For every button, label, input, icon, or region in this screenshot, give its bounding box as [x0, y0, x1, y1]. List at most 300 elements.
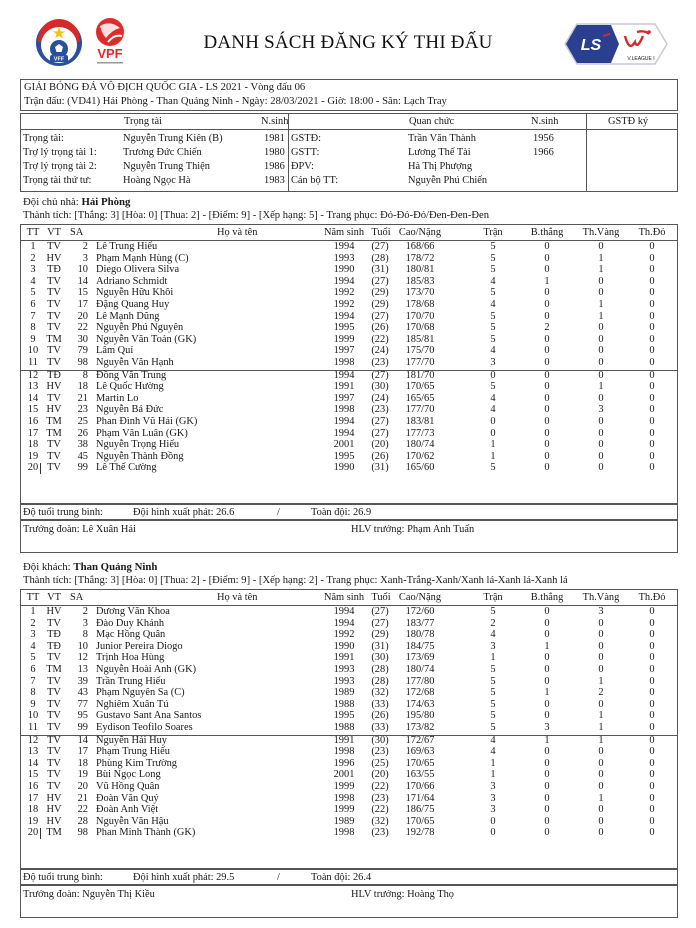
table-header: TT VT SA Họ và tên Năm sinh Tuổi Cao/Nặng Trận B.thắng Th.Vàng Th.Đỏ	[21, 225, 677, 241]
goals: 0	[544, 462, 550, 474]
red-cards: 0	[649, 427, 655, 439]
away-staff-box	[20, 885, 678, 918]
player-position: TM	[46, 416, 62, 427]
player-number: 20	[27, 462, 39, 474]
player-number: 10	[27, 710, 39, 722]
birth-year: 1994	[333, 427, 355, 439]
age: (30)	[371, 652, 389, 664]
player-position: TM	[46, 333, 62, 345]
age: (27)	[371, 606, 389, 617]
matches: 0	[490, 369, 496, 381]
player-number: 4	[30, 640, 36, 652]
shirt-number: 20	[77, 310, 88, 322]
age: (27)	[371, 275, 389, 287]
shirt-number: 98	[77, 357, 88, 368]
red-cards: 0	[649, 357, 655, 368]
table-row	[21, 417, 677, 429]
age: (33)	[371, 722, 389, 733]
height-weight: 177/80	[405, 675, 435, 687]
shirt-number: 17	[77, 299, 88, 310]
player-position: TM	[46, 427, 62, 439]
player-name: Nguyễn Phú Nguyên	[96, 322, 184, 334]
birth-year: 1993	[333, 252, 355, 264]
player-name: Lê Mạnh Dũng	[96, 310, 160, 322]
yellow-cards: 2	[598, 687, 604, 699]
shirt-number: 99	[77, 722, 88, 733]
birth-year: 1999	[333, 333, 355, 345]
player-position: TĐ	[47, 629, 61, 641]
birth-year: 1994	[333, 416, 355, 427]
yellow-cards: 0	[598, 333, 604, 345]
player-name: Adriano Schmidt	[96, 275, 168, 287]
goals: 0	[544, 287, 550, 299]
player-position: TV	[47, 734, 61, 746]
player-number: 14	[27, 757, 39, 769]
player-number: 8	[30, 687, 36, 699]
age: (28)	[371, 664, 389, 675]
yellow-cards: 1	[598, 310, 604, 322]
player-position: TV	[47, 322, 61, 334]
height-weight: 192/78	[405, 827, 435, 839]
yellow-cards: 0	[598, 275, 604, 287]
red-cards: 0	[649, 769, 655, 781]
player-name: Nguyễn Bá Đức	[96, 404, 164, 416]
yellow-cards: 0	[598, 827, 604, 839]
shirt-number: 45	[77, 450, 88, 462]
divider	[288, 114, 289, 191]
player-number: 6	[30, 299, 36, 310]
height-weight: 180/78	[405, 629, 435, 641]
player-name: Nguyễn Văn Toản (GK)	[96, 333, 197, 345]
red-cards: 0	[649, 804, 655, 816]
matches: 4	[490, 345, 496, 357]
officials-table: Trọng tài N.sinh Quan chức N.sinh GSTĐ ký Trọng tài: Nguyễn Trung Kiên (B) 1981 Trợ lý trọng tài 1: Trương Đức Chiến 1980 Trợ lý trọng tài 2: Nguyễn Trung Thiện 1986 Trọng tài thứ tư: Hoàng Ngọc Hà 1983 GSTĐ: Trần Văn Thành 1956 GSTT: Lương Thế Tài 1966 ĐPV: Hà Thị Phượng Cán bộ TT: Nguyễn Phú Chiến	[20, 113, 678, 192]
birth-year: 1996	[333, 757, 355, 769]
age: (27)	[371, 427, 389, 439]
matches: 4	[490, 734, 496, 746]
player-number: 3	[30, 264, 36, 276]
table-row	[21, 358, 677, 370]
shirt-number: 2	[82, 241, 88, 252]
shirt-number: 23	[77, 404, 88, 416]
matches: 5	[490, 698, 496, 710]
player-position: TV	[47, 287, 61, 299]
birth-year: 1992	[333, 287, 355, 299]
height-weight: 178/72	[405, 252, 435, 264]
shirt-number: 77	[77, 698, 88, 710]
yellow-cards: 0	[598, 815, 604, 827]
birth-year: 1998	[333, 404, 355, 416]
player-number: 10	[27, 345, 39, 357]
birth-year: 1993	[333, 664, 355, 675]
height-weight: 173/82	[405, 722, 435, 733]
player-number: 15	[27, 769, 39, 781]
shirt-number: 12	[77, 652, 88, 664]
goals: 0	[544, 827, 550, 839]
home-team-name: Hải Phòng	[81, 196, 131, 208]
player-position: TV	[47, 710, 61, 722]
height-weight: 174/63	[405, 698, 435, 710]
red-cards: 0	[649, 439, 655, 451]
goals: 3	[544, 722, 550, 733]
birth-year: 1995	[333, 322, 355, 334]
red-cards: 0	[649, 606, 655, 617]
player-name: Nguyễn Văn Hậu	[96, 815, 169, 827]
red-cards: 0	[649, 252, 655, 264]
red-cards: 0	[649, 404, 655, 416]
yellow-cards: 1	[598, 675, 604, 687]
player-number: 4	[30, 275, 36, 287]
matches: 5	[490, 287, 496, 299]
shirt-number: 2	[82, 606, 88, 617]
yellow-cards: 0	[598, 757, 604, 769]
col-official: Quan chức	[409, 116, 455, 127]
player-position: HV	[46, 381, 62, 393]
player-name: Phạm Mạnh Hùng (C)	[96, 252, 189, 264]
player-name: Junior Pereira Diogo	[96, 640, 183, 652]
yellow-cards: 0	[598, 462, 604, 474]
height-weight: 173/70	[405, 287, 435, 299]
player-name: Vũ Hồng Quân	[96, 781, 160, 792]
yellow-cards: 0	[598, 769, 604, 781]
height-weight: 172/60	[405, 606, 435, 617]
player-number: 17	[27, 427, 39, 439]
red-cards: 0	[649, 792, 655, 804]
yellow-cards: 0	[598, 241, 604, 252]
table-row	[21, 300, 677, 312]
yellow-cards: 1	[598, 264, 604, 276]
goals: 0	[544, 675, 550, 687]
age: (27)	[371, 617, 389, 629]
player-number: 18	[27, 439, 39, 451]
shirt-number: 18	[77, 381, 88, 393]
player-number: 1	[30, 241, 36, 252]
player-name: Đào Duy Khánh	[96, 617, 165, 629]
away-team-name: Than Quảng Ninh	[73, 561, 158, 573]
goals: 0	[544, 241, 550, 252]
matches: 5	[490, 252, 496, 264]
player-name: Đồng Văn Trung	[96, 369, 167, 381]
player-number: 8	[30, 322, 36, 334]
birth-year: 1994	[333, 275, 355, 287]
age: (25)	[371, 757, 389, 769]
table-row	[21, 828, 677, 840]
height-weight: 186/75	[405, 804, 435, 816]
goals: 0	[544, 815, 550, 827]
player-position: HV	[46, 792, 62, 804]
goals: 1	[544, 275, 550, 287]
goals: 1	[544, 640, 550, 652]
age: (23)	[371, 827, 389, 839]
goals: 0	[544, 781, 550, 792]
red-cards: 0	[649, 815, 655, 827]
goals: 0	[544, 310, 550, 322]
player-name: Nguyễn Thành Đồng	[96, 450, 184, 462]
player-position: TV	[47, 310, 61, 322]
col-referee: Trọng tài	[124, 116, 163, 127]
goals: 0	[544, 664, 550, 675]
player-position: HV	[46, 804, 62, 816]
svg-text:LS: LS	[580, 37, 602, 54]
goals: 0	[544, 381, 550, 393]
red-cards: 0	[649, 640, 655, 652]
age: (29)	[371, 629, 389, 641]
goals: 0	[544, 439, 550, 451]
height-weight: 170/62	[405, 450, 435, 462]
col-signature: GSTĐ ký	[608, 116, 649, 127]
yellow-cards: 0	[598, 287, 604, 299]
player-name: Dương Văn Khoa	[96, 606, 170, 617]
shirt-number: 43	[77, 687, 88, 699]
shirt-number: 39	[77, 675, 88, 687]
shirt-number: 79	[77, 345, 88, 357]
match-info-box	[20, 79, 678, 111]
goals: 0	[544, 252, 550, 264]
player-number: 2	[30, 617, 36, 629]
age: (23)	[371, 404, 389, 416]
matches: 5	[490, 687, 496, 699]
player-name: Đặng Quang Huy	[96, 299, 170, 310]
red-cards: 0	[649, 734, 655, 746]
height-weight: 177/70	[405, 357, 435, 368]
matches: 5	[490, 333, 496, 345]
red-cards: 0	[649, 241, 655, 252]
player-name: Martin Lo	[96, 392, 139, 404]
age: (27)	[371, 241, 389, 252]
goals: 0	[544, 652, 550, 664]
red-cards: 0	[649, 687, 655, 699]
player-position: TV	[47, 462, 61, 474]
svg-text:V.LEAGUE I: V.LEAGUE I	[627, 56, 655, 62]
matches: 4	[490, 299, 496, 310]
player-position: TV	[47, 439, 61, 451]
birth-year: 2001	[333, 769, 355, 781]
birth-year: 1993	[333, 675, 355, 687]
birth-year: 1988	[333, 698, 355, 710]
away-team-heading: Đội khách: Than Quảng Ninh	[23, 561, 158, 573]
matches: 0	[490, 427, 496, 439]
red-cards: 0	[649, 345, 655, 357]
red-cards: 0	[649, 322, 655, 334]
red-cards: 0	[649, 757, 655, 769]
goals: 0	[544, 629, 550, 641]
matches: 5	[490, 241, 496, 252]
age: (24)	[371, 392, 389, 404]
player-number: 7	[30, 675, 36, 687]
goals: 0	[544, 606, 550, 617]
age: (28)	[371, 252, 389, 264]
birth-year: 1990	[333, 264, 355, 276]
age: (22)	[371, 781, 389, 792]
player-name: Trần Trung Hiếu	[96, 675, 166, 687]
height-weight: 181/70	[405, 369, 435, 381]
player-position: TV	[47, 722, 61, 733]
home-staff-box	[20, 520, 678, 553]
red-cards: 0	[649, 333, 655, 345]
divider	[40, 828, 41, 839]
matches: 5	[490, 322, 496, 334]
competition-line: GIẢI BÓNG ĐÁ VÔ ĐỊCH QUỐC GIA - LS 2021 - Vòng đấu 06	[24, 82, 306, 93]
goals: 0	[544, 369, 550, 381]
player-name: Eydison Teofilo Soares	[96, 722, 193, 733]
shirt-number: 3	[82, 617, 88, 629]
player-number: 17	[27, 792, 39, 804]
player-name: Phạm Nguyên Sa (C)	[96, 687, 185, 699]
yellow-cards: 0	[598, 357, 604, 368]
yellow-cards: 1	[598, 299, 604, 310]
birth-year: 1998	[333, 827, 355, 839]
shirt-number: 25	[77, 416, 88, 427]
matches: 4	[490, 275, 496, 287]
away-players-table	[20, 589, 678, 869]
height-weight: 170/66	[405, 781, 435, 792]
birth-year: 1988	[333, 722, 355, 733]
birth-year: 1998	[333, 746, 355, 758]
birth-year: 1990	[333, 462, 355, 474]
yellow-cards: 1	[598, 722, 604, 733]
goals: 0	[544, 769, 550, 781]
player-name: Nguyễn Hoài Anh (GK)	[96, 664, 197, 675]
age: (29)	[371, 299, 389, 310]
player-position: TM	[46, 827, 62, 839]
player-name: Đoàn Anh Việt	[96, 804, 159, 816]
shirt-number: 18	[77, 757, 88, 769]
matches: 0	[490, 827, 496, 839]
matches: 3	[490, 804, 496, 816]
age: (26)	[371, 322, 389, 334]
matches: 0	[490, 416, 496, 427]
player-name: Nguyễn Hải Huy	[96, 734, 167, 746]
height-weight: 165/60	[405, 462, 435, 474]
player-number: 1	[30, 606, 36, 617]
divider	[40, 463, 41, 474]
yellow-cards: 0	[598, 746, 604, 758]
matches: 0	[490, 815, 496, 827]
height-weight: 170/65	[405, 381, 435, 393]
player-number: 19	[27, 450, 39, 462]
player-position: TV	[47, 275, 61, 287]
yellow-cards: 1	[598, 710, 604, 722]
player-name: Nguyễn Hữu Khôi	[96, 287, 174, 299]
birth-year: 1997	[333, 345, 355, 357]
red-cards: 0	[649, 381, 655, 393]
matches: 4	[490, 392, 496, 404]
player-position: TV	[47, 675, 61, 687]
player-number: 2	[30, 252, 36, 264]
birth-year: 1989	[333, 687, 355, 699]
red-cards: 0	[649, 275, 655, 287]
shirt-number: 13	[77, 664, 88, 675]
age: (31)	[371, 462, 389, 474]
col-referee-birth: N.sinh	[261, 116, 289, 127]
goals: 0	[544, 392, 550, 404]
red-cards: 0	[649, 310, 655, 322]
matches: 5	[490, 675, 496, 687]
goals: 0	[544, 746, 550, 758]
red-cards: 0	[649, 781, 655, 792]
yellow-cards: 0	[598, 369, 604, 381]
player-name: Gustavo Sant Ana Santos	[96, 710, 202, 722]
matches: 3	[490, 781, 496, 792]
age: (30)	[371, 734, 389, 746]
shirt-number: 26	[77, 427, 88, 439]
shirt-number: 30	[77, 333, 88, 345]
birth-year: 1998	[333, 357, 355, 368]
table-row	[21, 782, 677, 794]
red-cards: 0	[649, 698, 655, 710]
red-cards: 0	[649, 675, 655, 687]
yellow-cards: 0	[598, 652, 604, 664]
shirt-number: 10	[77, 640, 88, 652]
player-name: Phan Minh Thành (GK)	[96, 827, 196, 839]
shirt-number: 14	[77, 275, 88, 287]
red-cards: 0	[649, 450, 655, 462]
age: (22)	[371, 333, 389, 345]
yellow-cards: 0	[598, 698, 604, 710]
player-name: Diego Olivera Silva	[96, 264, 180, 276]
red-cards: 0	[649, 617, 655, 629]
birth-year: 1995	[333, 710, 355, 722]
table-row	[21, 463, 677, 475]
home-coach: HLV trưởng: Phạm Anh Tuấn	[351, 524, 475, 535]
player-position: TV	[47, 698, 61, 710]
shirt-number: 3	[82, 252, 88, 264]
player-name: Bùi Ngọc Long	[96, 769, 161, 781]
player-name: Trịnh Hoa Hùng	[96, 652, 165, 664]
player-name: Nghiêm Xuân Tú	[96, 698, 169, 710]
shirt-number: 98	[77, 827, 88, 839]
home-average-age: Độ tuổi trung bình: Đội hình xuất phát: 26.6 / Toàn đội: 26.9	[20, 504, 678, 520]
away-coach: HLV trưởng: Hoàng Thọ	[351, 889, 455, 900]
player-position: TM	[46, 664, 62, 675]
matches: 5	[490, 310, 496, 322]
birth-year: 1991	[333, 734, 355, 746]
player-number: 11	[27, 722, 38, 733]
player-position: HV	[46, 815, 62, 827]
shirt-number: 21	[77, 392, 88, 404]
player-number: 14	[27, 392, 39, 404]
matches: 4	[490, 404, 496, 416]
player-position: HV	[46, 404, 62, 416]
height-weight: 185/83	[405, 275, 435, 287]
home-team-heading: Đội chủ nhà: Hải Phòng	[23, 196, 131, 208]
birth-year: 1998	[333, 792, 355, 804]
player-position: TV	[47, 769, 61, 781]
birth-year: 1994	[333, 617, 355, 629]
player-name: Nguyễn Trọng Hiếu	[96, 439, 180, 451]
matches: 1	[490, 652, 496, 664]
player-number: 12	[27, 734, 39, 746]
age: (27)	[371, 369, 389, 381]
player-number: 15	[27, 404, 39, 416]
height-weight: 170/70	[405, 310, 435, 322]
birth-year: 1999	[333, 781, 355, 792]
player-number: 13	[27, 746, 39, 758]
age: (31)	[371, 264, 389, 276]
svg-text:VFF: VFF	[53, 56, 65, 63]
red-cards: 0	[649, 392, 655, 404]
yellow-cards: 1	[598, 252, 604, 264]
matches: 5	[490, 462, 496, 474]
table-header: TT VT SA Họ và tên Năm sinh Tuổi Cao/Nặng Trận B.thắng Th.Vàng Th.Đỏ	[21, 590, 677, 606]
yellow-cards: 3	[598, 404, 604, 416]
player-position: TV	[47, 746, 61, 758]
birth-year: 1991	[333, 652, 355, 664]
home-players-table	[20, 224, 678, 504]
goals: 0	[544, 804, 550, 816]
red-cards: 0	[649, 462, 655, 474]
height-weight: 180/74	[405, 439, 435, 451]
